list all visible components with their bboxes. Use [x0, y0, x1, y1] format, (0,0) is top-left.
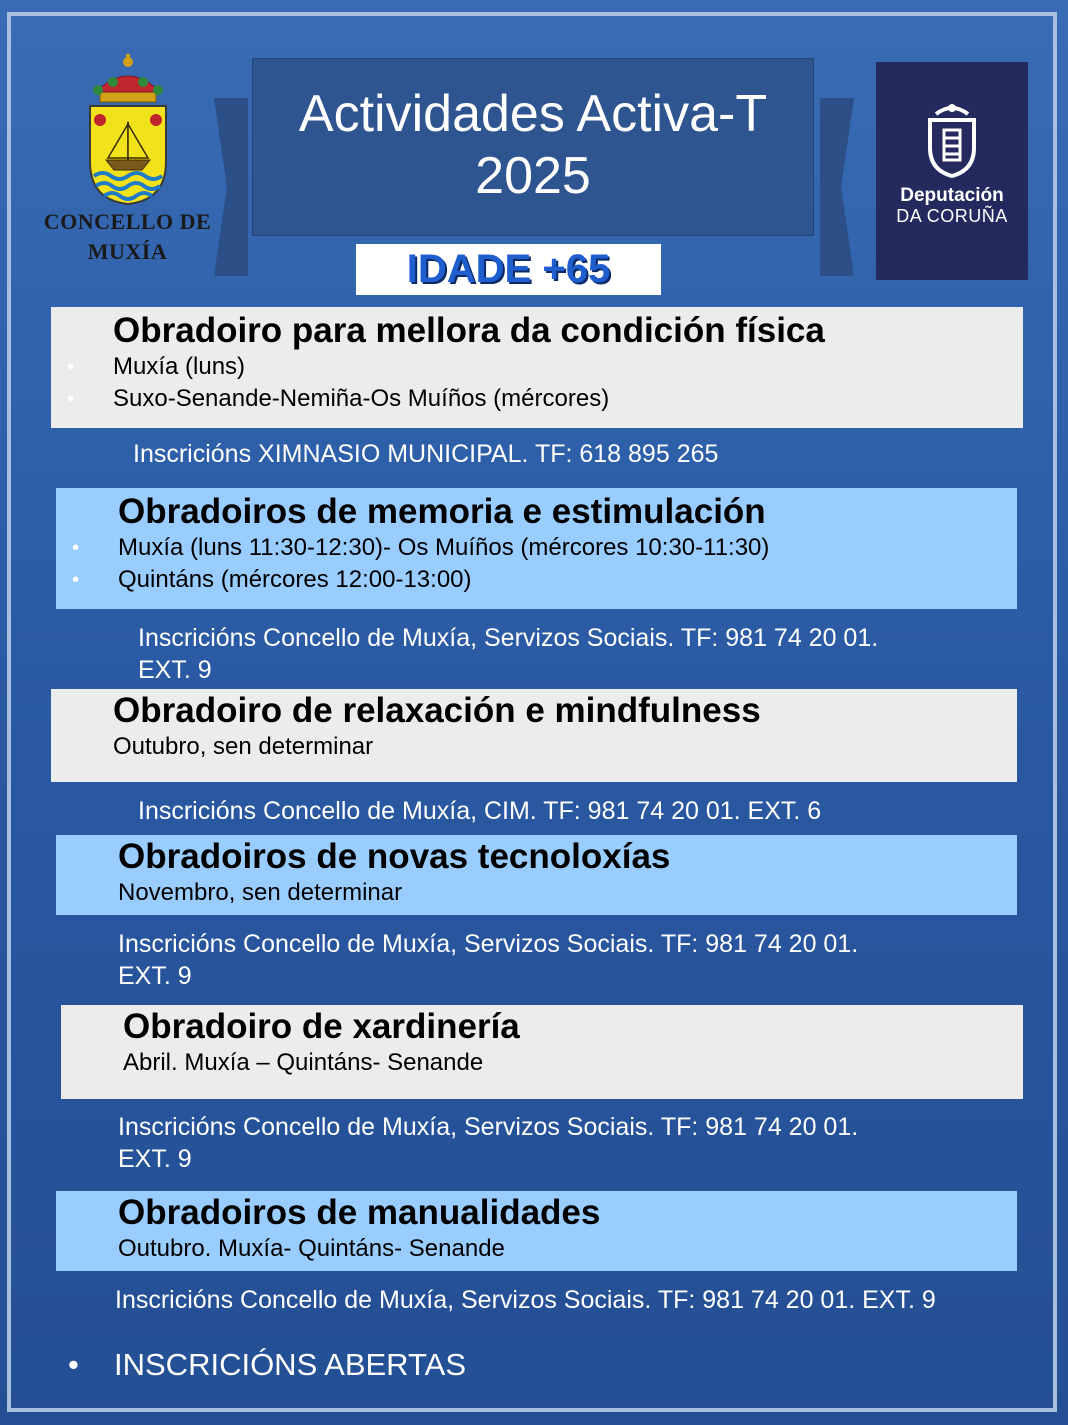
- activity-inscription-line: EXT. 9: [138, 656, 212, 684]
- activity-inscription: Inscricións XIMNASIO MUNICIPAL. TF: 618 895 265: [133, 440, 719, 468]
- age-badge: IDADE +65: [356, 244, 661, 295]
- activity-box-gardening: [61, 1005, 1023, 1099]
- activity-title: Obradoiros de memoria e estimulación: [118, 492, 766, 531]
- activity-line: • Suxo-Senande-Nemiña-Os Muíños (mércores): [113, 383, 1023, 415]
- activity-box-crafts: [56, 1191, 1017, 1271]
- castle-shield-icon: [922, 100, 982, 180]
- page-title-line1: Actividades Activa-T: [298, 85, 768, 143]
- deputacion-name: Deputación: [900, 185, 1004, 206]
- activity-inscription: [118, 1111, 858, 1175]
- activity-title: Obradoiro de relaxación e mindfulness: [113, 691, 761, 730]
- activity-inscription-line: Inscricións Concello de Muxía, Servizos Sociais. TF: 981 74 20 01.: [138, 624, 879, 652]
- footer-text: INSCRICIÓNS ABERTAS: [114, 1347, 466, 1382]
- deputacion-logo: [876, 62, 1028, 280]
- activity-line: • Quintáns (mércores 12:00-13:00): [118, 564, 1017, 596]
- activity-inscription: Inscricións Concello de Muxía, Servizos Sociais. TF: 981 74 20 01. EXT. 9: [115, 1286, 936, 1314]
- deputacion-sub: DA CORUÑA: [896, 206, 1008, 226]
- activity-inscription-line: Inscricións Concello de Muxía, Servizos Sociais. TF: 981 74 20 01.: [118, 930, 859, 958]
- page-title-line2: 2025: [475, 147, 591, 205]
- activity-line: • Muxía (luns 11:30-12:30)- Os Muíños (mércores 10:30-11:30): [118, 532, 1017, 564]
- activity-inscription-line: EXT. 9: [118, 962, 192, 990]
- activity-line: Outubro. Muxía- Quintáns- Senande: [118, 1235, 505, 1262]
- title-banner: [252, 58, 814, 236]
- activity-line: Outubro, sen determinar: [113, 733, 374, 760]
- activity-inscription: Inscricións Concello de Muxía, CIM. TF: 981 74 20 01. EXT. 6: [138, 797, 822, 825]
- activity-line: • Muxía (luns): [113, 351, 1023, 383]
- activity-inscription-line: EXT. 9: [118, 1145, 192, 1173]
- concello-logo-line2: MUXÍA: [87, 239, 168, 264]
- coat-of-arms-icon: [78, 52, 178, 207]
- activity-title: Obradoiros de novas tecnoloxías: [118, 837, 671, 876]
- activity-box-mindfulness: [51, 689, 1017, 782]
- banner-ribbon-right: [820, 98, 854, 276]
- concello-logo-line1: CONCELLO DE: [43, 209, 212, 234]
- footer-registrations-open: [68, 1345, 466, 1385]
- activity-title: Obradoiro de xardinería: [123, 1007, 520, 1046]
- activity-box-fitness: [51, 307, 1023, 428]
- activity-line: Abril. Muxía – Quintáns- Senande: [123, 1049, 484, 1076]
- activity-inscription: [118, 928, 858, 992]
- activity-box-technology: [56, 835, 1017, 915]
- activity-title: Obradoiro para mellora da condición física: [113, 311, 825, 350]
- activity-line: Novembro, sen determinar: [118, 879, 403, 906]
- footer-bullet: •: [68, 1347, 79, 1382]
- concello-muxia-logo: [30, 52, 225, 272]
- activity-inscription: [138, 622, 878, 686]
- activity-title: Obradoiros de manualidades: [118, 1193, 601, 1232]
- activity-box-memory: [56, 488, 1017, 609]
- activity-inscription-line: Inscricións Concello de Muxía, Servizos Sociais. TF: 981 74 20 01.: [118, 1113, 859, 1141]
